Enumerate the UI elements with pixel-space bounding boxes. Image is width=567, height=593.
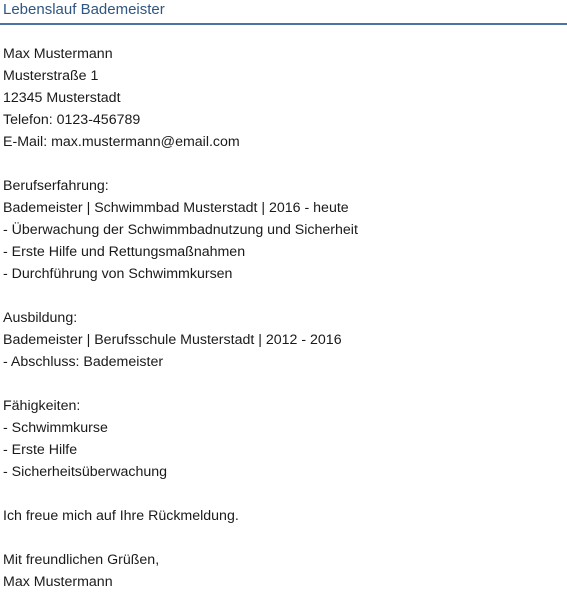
- list-item: - Überwachung der Schwimmbadnutzung und Sicherheit: [3, 222, 358, 238]
- experience-position: Bademeister | Schwimmbad Musterstadt | 2016 - heute: [3, 200, 349, 216]
- signature-name: Max Mustermann: [3, 574, 113, 590]
- title-underline: [0, 23, 567, 25]
- list-item: - Durchführung von Schwimmkursen: [3, 266, 233, 282]
- education-section: [3, 307, 567, 373]
- list-item: - Schwimmkurse: [3, 420, 108, 436]
- education-position: Bademeister | Berufsschule Musterstadt | 2012 - 2016: [3, 332, 342, 348]
- experience-section: [3, 175, 567, 285]
- contact-city: 12345 Musterstadt: [3, 90, 121, 106]
- contact-block: [3, 43, 567, 153]
- spacer: [3, 373, 567, 395]
- list-item: - Erste Hilfe: [3, 442, 78, 458]
- education-heading: Ausbildung:: [3, 310, 78, 326]
- closing-message: Ich freue mich auf Ihre Rückmeldung.: [3, 508, 239, 524]
- document-title: Lebenslauf Bademeister: [3, 1, 165, 18]
- contact-street: Musterstraße 1: [3, 68, 99, 84]
- skills-heading: Fähigkeiten:: [3, 398, 81, 414]
- spacer: [3, 483, 567, 505]
- spacer: [3, 153, 567, 175]
- spacer: [3, 285, 567, 307]
- document-body: [3, 43, 567, 593]
- skills-section: [3, 395, 567, 483]
- list-item: - Erste Hilfe und Rettungsmaßnahmen: [3, 244, 246, 260]
- list-item: - Abschluss: Bademeister: [3, 354, 164, 370]
- contact-phone: Telefon: 0123-456789: [3, 112, 141, 128]
- signature-block: [3, 549, 567, 593]
- experience-heading: Berufserfahrung:: [3, 178, 109, 194]
- spacer: [3, 527, 567, 549]
- contact-email: E-Mail: max.mustermann@email.com: [3, 134, 240, 150]
- closing-salutation: Mit freundlichen Grüßen,: [3, 552, 160, 568]
- contact-name: Max Mustermann: [3, 46, 113, 62]
- list-item: - Sicherheitsüberwachung: [3, 464, 168, 480]
